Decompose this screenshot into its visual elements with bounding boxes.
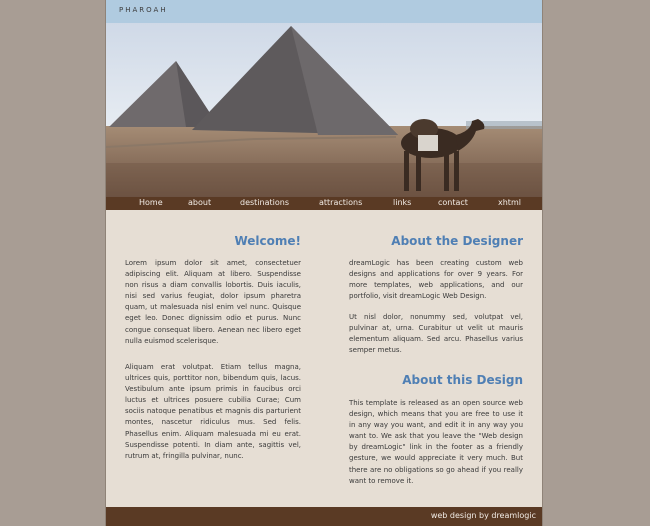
main-nav [106,197,542,210]
about-designer-heading: About the Designer [391,234,523,248]
welcome-paragraph-2: Aliquam erat volutpat. Etiam tellus magna, ultrices quis, porttitor non, bibendum quis, lacus. Vestibulum ante ipsum primis in faucibus orci luctus et ultrices posuere cubilia Curae; Cum sociis natoque penatibus et magnis dis parturient montes, nascetur ridiculus mus. Sed felis. Phasellus enim. Aliquam malesuada mi eu erat. Suspendisse potenti. In diam ante, sagittis vel, rutrum at, fringilla pulvinar, nunc. [125,363,301,460]
nav-item-xhtml[interactable]: xhtml [498,198,521,207]
welcome-heading: Welcome! [234,234,301,248]
about-design-heading: About this Design [402,373,523,387]
site-brand[interactable]: PHAROAH [119,6,168,14]
welcome-paragraph-1: Lorem ipsum dolor sit amet, consectetuer adipiscing elit. Aliquam at libero. Suspendisse non risus a diam convallis lobortis. Duis iaculis, nisi sed varius feugiat, dolor ipsum pharetra quam, ut malesuada nisl enim vel nunc. Quisque eget leo. Donec dignissim odio et purus. Nunc congue consequat libero. Aenean nec libero eget nulla euismod scelerisque. [125,259,301,345]
about-designer-paragraph-2: Ut nisl dolor, nonummy sed, volutpat vel, pulvinar at, urna. Curabitur ut velit ut mauris elementum aliquam. Sed arcu. Phasellus varius semper metus. [349,313,523,355]
footer [106,507,542,526]
nav-item-links[interactable]: links [393,198,412,207]
pyramids-camel-image [106,23,542,197]
nav-item-attractions[interactable]: attractions [319,198,363,207]
nav-item-contact[interactable]: contact [438,198,468,207]
nav-item-about[interactable]: about [188,198,212,207]
nav-item-home[interactable]: Home [139,198,163,207]
footer-credit-link[interactable]: web design by dreamlogic [430,511,536,520]
about-design-paragraph: This template is released as an open source web design, which means that you are free to use it in any way you want, and edit it in any way you want to. We ask that you leave the "Web design by dreamLogic" link in the footer as a friendly gesture, we would appreciate it very much. But there are no obligations so go ahead if you really want to remove it. [349,399,523,485]
top-bar [106,0,542,23]
nav-item-destinations[interactable]: destinations [240,198,289,207]
hero-banner [106,23,542,197]
page-container [106,0,542,526]
about-designer-paragraph-1: dreamLogic has been creating custom web designs and applications for over 9 years. For more templates, web applications, and our portfolio, visit dreamLogic Web Design. [349,259,523,301]
